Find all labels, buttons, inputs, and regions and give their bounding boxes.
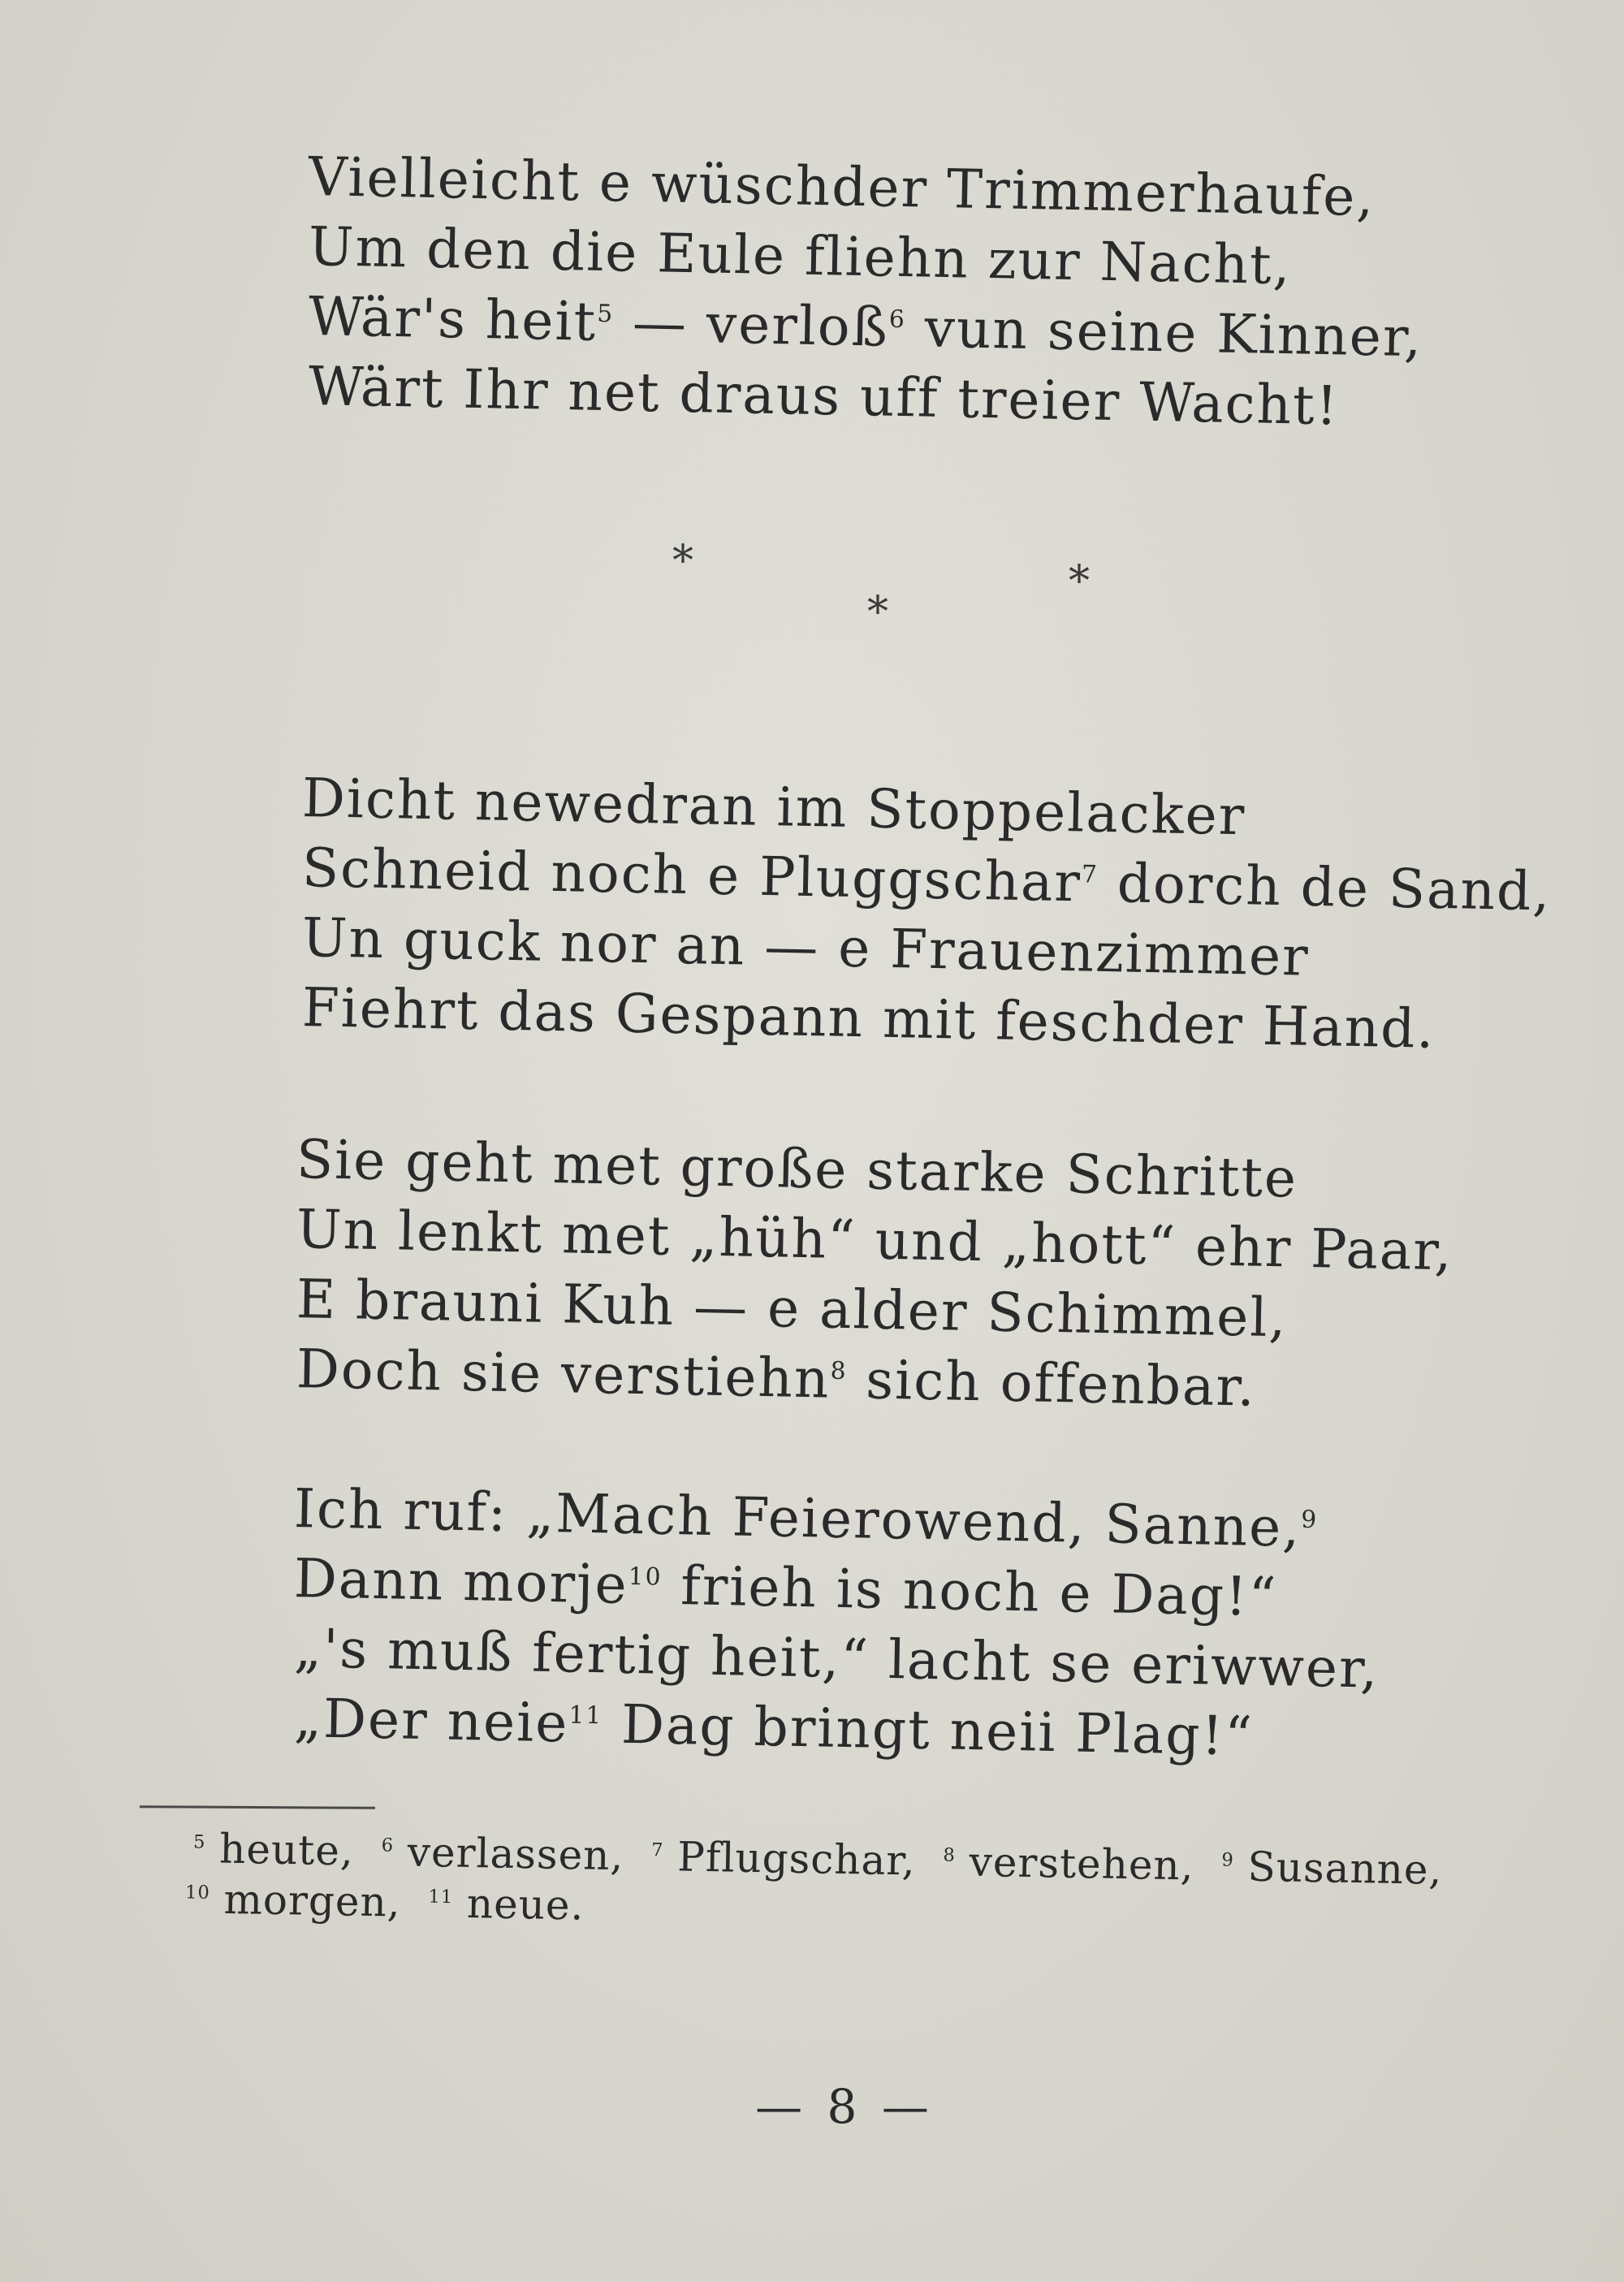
footnote-number: 10 <box>184 1882 210 1904</box>
footnote-text: Pflugschar, <box>676 1833 917 1885</box>
footnote-text: verlassen, <box>407 1828 624 1880</box>
footnote-text: Susanne, <box>1247 1843 1443 1894</box>
footnote-ref-8: 8 <box>830 1356 848 1386</box>
separator-star: * <box>867 588 888 637</box>
footnote-ref-6: 6 <box>888 305 907 335</box>
verse-text: Schneid noch e Pluggschar <box>301 836 1082 914</box>
verse-text: sich offenbar. <box>865 1348 1257 1419</box>
separator-star: * <box>672 537 693 586</box>
verse-line: Wärt Ihr net draus uff treier Wacht! <box>308 355 1340 438</box>
verse-text: Dann morje <box>293 1547 629 1616</box>
verse-line: E brauni Kuh — e alder Schimmel, <box>296 1268 1289 1350</box>
footnote-number: 8 <box>943 1844 957 1866</box>
verse-line: Un lenkt met „hüh“ und „hott“ ehr Paar, <box>296 1198 1454 1283</box>
stanza-2 <box>301 763 1552 1061</box>
footnote-text: verstehen, <box>969 1838 1195 1890</box>
page-number: — 8 — <box>755 2079 934 2134</box>
verse-line: Sie geht met große starke Schritte <box>296 1128 1298 1210</box>
footnote-number: 7 <box>651 1839 664 1861</box>
verse-line: Um den die Eule fliehn zur Nacht, <box>308 215 1293 297</box>
stanza-1 <box>308 142 1486 438</box>
stanza-4 <box>293 1474 1471 1768</box>
verse-text: Ich ruf: „Mach Feierowend, Sanne, <box>293 1477 1302 1559</box>
verse-text: „Der neie <box>293 1687 570 1755</box>
footnote-text: neue. <box>466 1880 585 1930</box>
footnote-text: morgen, <box>223 1875 402 1926</box>
footnote-text: heute, <box>218 1825 355 1875</box>
footnote-number: 9 <box>1221 1849 1235 1871</box>
footnote-ref-7: 7 <box>1081 860 1099 889</box>
verse-text: — verloß <box>632 291 890 359</box>
separator-star: * <box>1069 557 1090 606</box>
footnote-ref-5: 5 <box>597 299 615 329</box>
footnote-divider <box>140 1805 375 1809</box>
verse-text: vun seine Kinner, <box>923 296 1423 370</box>
footnote-ref-10: 10 <box>628 1562 663 1592</box>
footnote-ref-9: 9 <box>1301 1505 1319 1535</box>
footnote-number: 6 <box>381 1835 395 1856</box>
verse-text: Wär's heit <box>308 285 598 353</box>
footnote-number: 11 <box>428 1886 454 1908</box>
verse-text: Doch sie verstiehn <box>296 1338 831 1411</box>
footnote-number: 5 <box>192 1831 206 1853</box>
verse-line: Vielleicht e wüschder Trimmerhaufe, <box>308 145 1376 229</box>
footnote-ref-11: 11 <box>568 1701 603 1731</box>
verse-text: Dag bringt neii Plag!“ <box>620 1692 1255 1768</box>
verse-line: Un guck nor an — e Frauenzimmer <box>301 906 1311 988</box>
verse-line: „'s muß fertig heit,“ lacht se eriwwer, <box>293 1617 1380 1701</box>
verse-line: Fiehrt das Gespann mit feschder Hand. <box>301 976 1436 1061</box>
verse-text: dorch de Sand, <box>1116 852 1552 923</box>
footnotes <box>184 1823 1574 1930</box>
verse-line: Dicht newedran im Stoppelacker <box>301 767 1247 848</box>
stanza-3 <box>296 1125 1474 1419</box>
verse-text: frieh is noch e Dag!“ <box>680 1554 1279 1629</box>
